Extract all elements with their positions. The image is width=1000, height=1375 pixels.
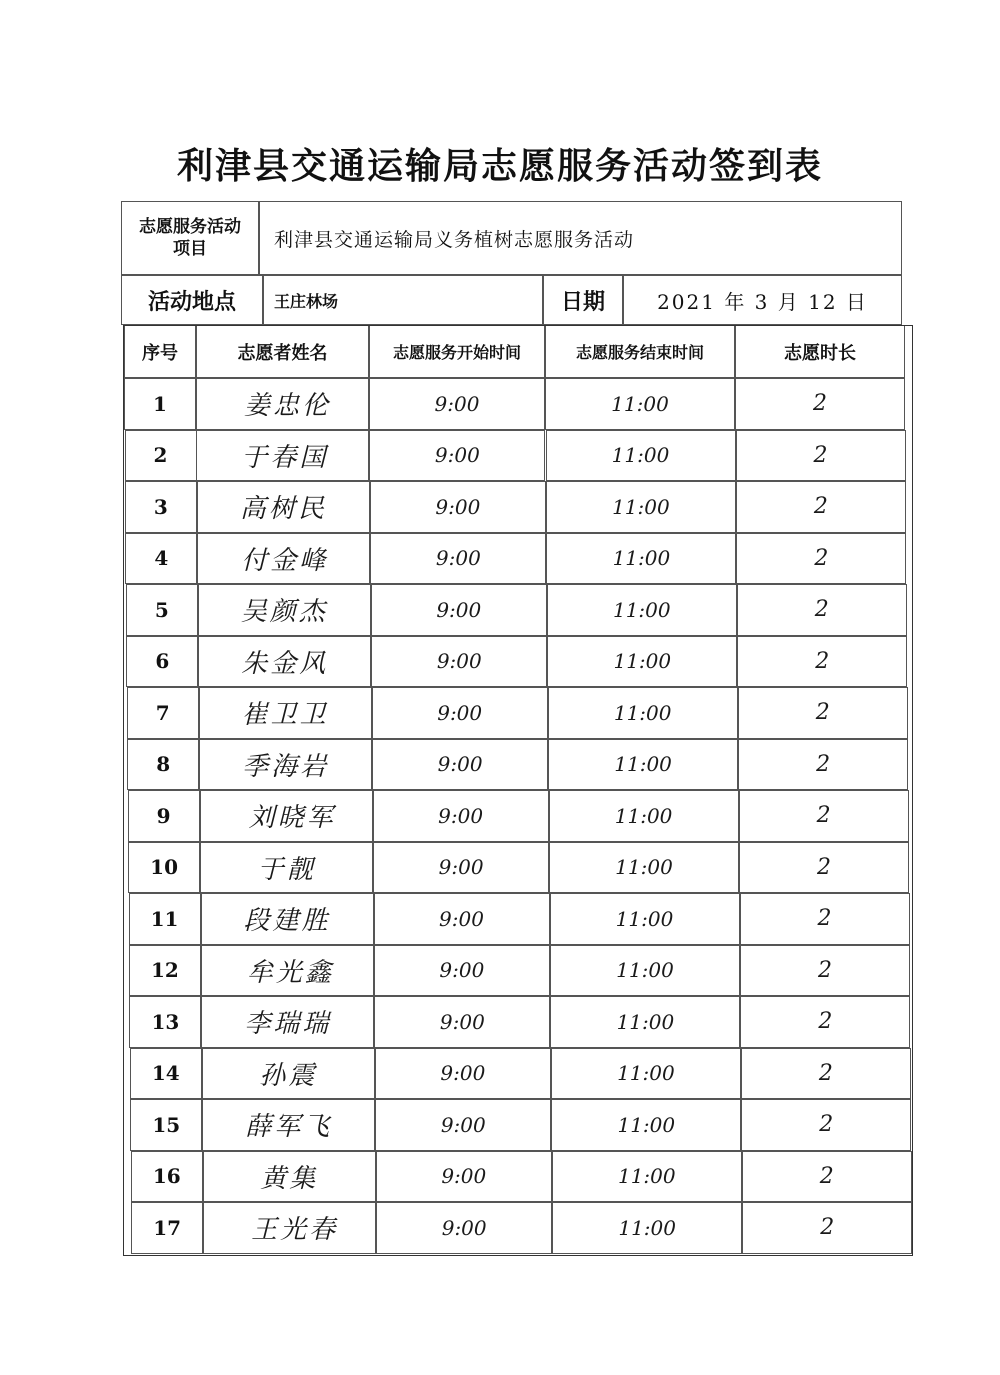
row-14-name: 孙震 [202, 1048, 375, 1100]
row-6-hours: 2 [737, 636, 907, 688]
row-3-hours: 2 [736, 481, 906, 533]
date-label: 日期 [543, 275, 623, 325]
row-5-name: 吴颜杰 [198, 584, 371, 636]
row-7-end: 11:00 [548, 687, 738, 739]
row-16-name: 黄集 [203, 1151, 376, 1203]
row-15-end: 11:00 [551, 1099, 741, 1151]
row-5-no: 5 [126, 584, 198, 636]
row-2-end: 11:00 [546, 430, 736, 482]
row-12-no: 12 [129, 945, 201, 997]
row-5-hours: 2 [737, 584, 907, 636]
project-value: 利津县交通运输局义务植树志愿服务活动 [259, 201, 902, 275]
row-4-hours: 2 [736, 533, 906, 585]
project-label: 志愿服务活动项目 [121, 201, 259, 275]
row-12-hours: 2 [740, 945, 910, 997]
col-header-start: 志愿服务开始时间 [369, 325, 545, 378]
row-17-end: 11:00 [552, 1202, 742, 1254]
row-6-end: 11:00 [547, 636, 737, 688]
row-9-end: 11:00 [549, 790, 739, 842]
row-6-start: 9:00 [371, 636, 547, 688]
row-13-start: 9:00 [374, 996, 550, 1048]
row-14-end: 11:00 [551, 1048, 741, 1100]
location-value: 王庄林场 [263, 275, 543, 325]
row-12-name: 牟光鑫 [201, 945, 374, 997]
row-13-hours: 2 [740, 996, 910, 1048]
date-value: 2021 年 3 月 12 日 [623, 275, 902, 325]
row-9-name: 刘晓军 [200, 790, 373, 842]
row-7-hours: 2 [738, 687, 908, 739]
row-17-name: 王光春 [203, 1202, 376, 1254]
row-15-hours: 2 [741, 1099, 911, 1151]
row-5-start: 9:00 [371, 584, 547, 636]
row-8-name: 季海岩 [199, 739, 372, 791]
row-2-hours: 2 [736, 430, 906, 482]
row-11-no: 11 [129, 893, 201, 945]
row-11-hours: 2 [740, 893, 910, 945]
table-frame [123, 325, 913, 1256]
row-11-end: 11:00 [550, 893, 740, 945]
row-2-no: 2 [125, 430, 197, 482]
row-15-name: 薛军飞 [202, 1099, 375, 1151]
row-10-end: 11:00 [549, 842, 739, 894]
row-10-hours: 2 [739, 842, 909, 894]
row-17-hours: 2 [742, 1202, 912, 1254]
col-header-name: 志愿者姓名 [196, 325, 369, 378]
row-13-name: 李瑞瑞 [201, 996, 374, 1048]
row-13-end: 11:00 [550, 996, 740, 1048]
row-6-name: 朱金风 [198, 636, 371, 688]
row-8-no: 8 [127, 739, 199, 791]
row-16-end: 11:00 [552, 1151, 742, 1203]
row-10-name: 于靓 [200, 842, 373, 894]
row-14-start: 9:00 [375, 1048, 551, 1100]
row-16-start: 9:00 [376, 1151, 552, 1203]
row-9-no: 9 [128, 790, 200, 842]
row-14-hours: 2 [741, 1048, 911, 1100]
col-header-no: 序号 [124, 325, 196, 378]
row-9-hours: 2 [739, 790, 909, 842]
row-15-no: 15 [130, 1099, 202, 1151]
row-1-no: 1 [124, 378, 196, 430]
row-1-name: 姜忠伦 [196, 378, 369, 430]
row-14-no: 14 [130, 1048, 202, 1100]
row-6-no: 6 [126, 636, 198, 688]
row-1-hours: 2 [735, 378, 905, 430]
row-10-no: 10 [128, 842, 200, 894]
row-7-name: 崔卫卫 [199, 687, 372, 739]
location-label: 活动地点 [121, 275, 263, 325]
row-4-start: 9:00 [370, 533, 546, 585]
row-7-no: 7 [127, 687, 199, 739]
row-16-hours: 2 [742, 1151, 912, 1203]
row-3-end: 11:00 [546, 481, 736, 533]
row-7-start: 9:00 [372, 687, 548, 739]
row-2-start: 9:00 [369, 430, 545, 482]
row-4-no: 4 [125, 533, 197, 585]
row-5-end: 11:00 [547, 584, 737, 636]
row-3-no: 3 [125, 481, 197, 533]
row-2-name: 于春国 [196, 430, 369, 482]
row-15-start: 9:00 [375, 1099, 551, 1151]
row-4-name: 付金峰 [197, 533, 370, 585]
row-17-start: 9:00 [376, 1202, 552, 1254]
col-header-end: 志愿服务结束时间 [545, 325, 735, 378]
row-11-name: 段建胜 [201, 893, 374, 945]
row-9-start: 9:00 [373, 790, 549, 842]
row-3-name: 高树民 [197, 481, 370, 533]
row-1-start: 9:00 [369, 378, 545, 430]
row-8-end: 11:00 [548, 739, 738, 791]
row-3-start: 9:00 [370, 481, 546, 533]
row-8-hours: 2 [738, 739, 908, 791]
col-header-hours: 志愿时长 [735, 325, 905, 378]
page-title: 利津县交通运输局志愿服务活动签到表 [176, 145, 823, 187]
row-13-no: 13 [129, 996, 201, 1048]
row-11-start: 9:00 [374, 893, 550, 945]
row-4-end: 11:00 [546, 533, 736, 585]
row-1-end: 11:00 [545, 378, 735, 430]
row-12-end: 11:00 [550, 945, 740, 997]
row-10-start: 9:00 [373, 842, 549, 894]
row-17-no: 17 [131, 1202, 203, 1254]
row-8-start: 9:00 [372, 739, 548, 791]
row-16-no: 16 [131, 1151, 203, 1203]
row-12-start: 9:00 [374, 945, 550, 997]
